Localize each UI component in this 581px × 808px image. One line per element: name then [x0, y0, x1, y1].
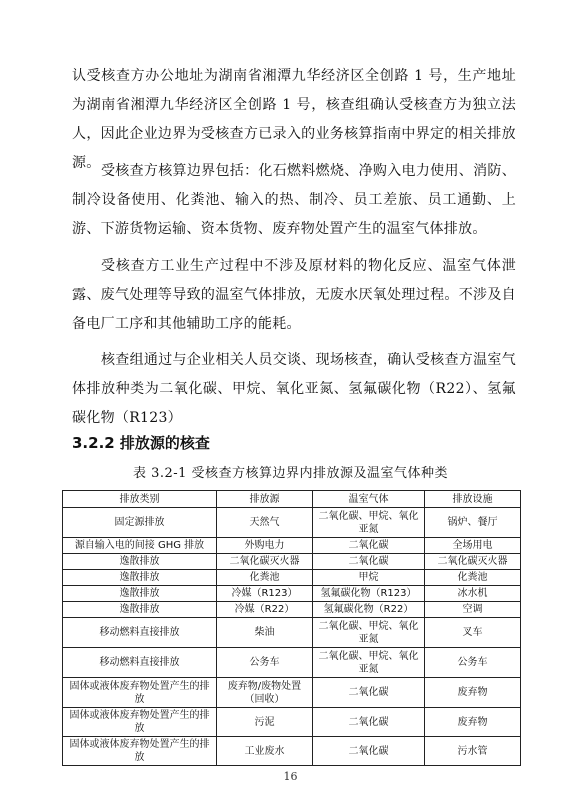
cell-source: 柴油 — [217, 618, 313, 648]
cell-source: 冷媒（R22） — [217, 602, 313, 618]
cell-facility: 废弃物 — [425, 708, 521, 737]
cell-source: 外购电力 — [217, 538, 313, 554]
cell-ghg: 二氧化碳 — [313, 737, 425, 766]
table-row — [63, 678, 521, 708]
table-row — [63, 554, 521, 570]
header-category: 排放类别 — [63, 491, 217, 508]
cell-category: 移动燃料直接排放 — [63, 648, 217, 678]
table-row — [63, 538, 521, 554]
emission-sources-table — [62, 490, 521, 766]
cell-ghg: 二氧化碳、甲烷、氧化亚氮 — [313, 618, 425, 648]
page-number: 16 — [283, 770, 298, 783]
cell-source: 污泥 — [217, 708, 313, 737]
paragraph-process-exclusions: 受核查方工业生产过程中不涉及原材料的物化反应、温室气体泄露、废气处理等导致的温室气体排放，无废水厌氧处理过程。不涉及自备电厂工序和其他辅助工序的能耗。 — [72, 258, 516, 332]
cell-category: 固体或液体废弃物处置产生的排放 — [63, 708, 217, 737]
cell-ghg: 二氧化碳 — [313, 678, 425, 708]
cell-ghg: 氢氟碳化物（R22） — [313, 602, 425, 618]
table-row — [63, 586, 521, 602]
cell-category: 固体或液体废弃物处置产生的排放 — [63, 737, 217, 766]
cell-ghg: 二氧化碳 — [313, 708, 425, 737]
paragraph-boundary: 受核查方核算边界包括：化石燃料燃烧、净购入电力使用、消防、制冷设备使用、化粪池、输入的热、制冷、员工差旅、员工通勤、上游、下游货物运输、资本货物、废弃物处置产生的温室气体排放。 — [72, 163, 516, 237]
cell-facility: 锅炉、餐厅 — [425, 508, 521, 538]
cell-category: 源自输入电的间接 GHG 排放 — [63, 538, 217, 554]
header-source: 排放源 — [217, 491, 313, 508]
cell-source: 工业废水 — [217, 737, 313, 766]
cell-category: 固体或液体废弃物处置产生的排放 — [63, 678, 217, 708]
cell-facility: 二氧化碳灭火器 — [425, 554, 521, 570]
cell-ghg: 二氧化碳、甲烷、氧化亚氮 — [313, 648, 425, 678]
cell-source: 天然气 — [217, 508, 313, 538]
cell-category: 逸散排放 — [63, 554, 217, 570]
table-header-row — [63, 491, 521, 508]
table-row — [63, 508, 521, 538]
section-heading: 3.2.2 排放源的核查 — [72, 434, 210, 452]
cell-category: 逸散排放 — [63, 570, 217, 586]
cell-category: 逸散排放 — [63, 586, 217, 602]
table-caption: 表 3.2-1 受核查方核算边界内排放源及温室气体种类 — [132, 466, 449, 481]
cell-facility: 空调 — [425, 602, 521, 618]
cell-facility: 公务车 — [425, 648, 521, 678]
table-row — [63, 708, 521, 737]
cell-facility: 污水管 — [425, 737, 521, 766]
cell-source: 化粪池 — [217, 570, 313, 586]
cell-ghg: 甲烷 — [313, 570, 425, 586]
cell-category: 逸散排放 — [63, 602, 217, 618]
paragraph-scope-address: 认受核查方办公地址为湖南省湘潭九华经济区全创路 1 号，生产地址为湖南省湘潭九华经济区全创路 1 号，核查组确认受核查方为独立法人，因此企业边界为受核查方已录入的业务核算指南中界定的相关排放源。 — [72, 68, 516, 171]
table-row — [63, 648, 521, 678]
cell-ghg: 二氧化碳、甲烷、氧化亚氮 — [313, 508, 425, 538]
cell-source: 废弃物/废物处置（回收） — [217, 678, 313, 708]
cell-ghg: 二氧化碳 — [313, 554, 425, 570]
cell-facility: 废弃物 — [425, 678, 521, 708]
cell-source: 公务车 — [217, 648, 313, 678]
cell-category: 移动燃料直接排放 — [63, 618, 217, 648]
table-row — [63, 618, 521, 648]
cell-category: 固定源排放 — [63, 508, 217, 538]
cell-source: 冷媒（R123） — [217, 586, 313, 602]
cell-facility: 化粪池 — [425, 570, 521, 586]
table-row — [63, 602, 521, 618]
cell-facility: 叉车 — [425, 618, 521, 648]
cell-facility: 冰水机 — [425, 586, 521, 602]
cell-facility: 全场用电 — [425, 538, 521, 554]
header-ghg: 温室气体 — [313, 491, 425, 508]
header-facility: 排放设施 — [425, 491, 521, 508]
table-row — [63, 570, 521, 586]
table-row — [63, 737, 521, 766]
cell-ghg: 二氧化碳 — [313, 538, 425, 554]
cell-ghg: 氢氟碳化物（R123） — [313, 586, 425, 602]
cell-source: 二氧化碳灭火器 — [217, 554, 313, 570]
paragraph-ghg-types: 核查组通过与企业相关人员交谈、现场核查，确认受核查方温室气体排放种类为二氧化碳、甲烷、氧化亚氮、氢氟碳化物（R22）、氢氟碳化物（R123） — [72, 352, 516, 426]
